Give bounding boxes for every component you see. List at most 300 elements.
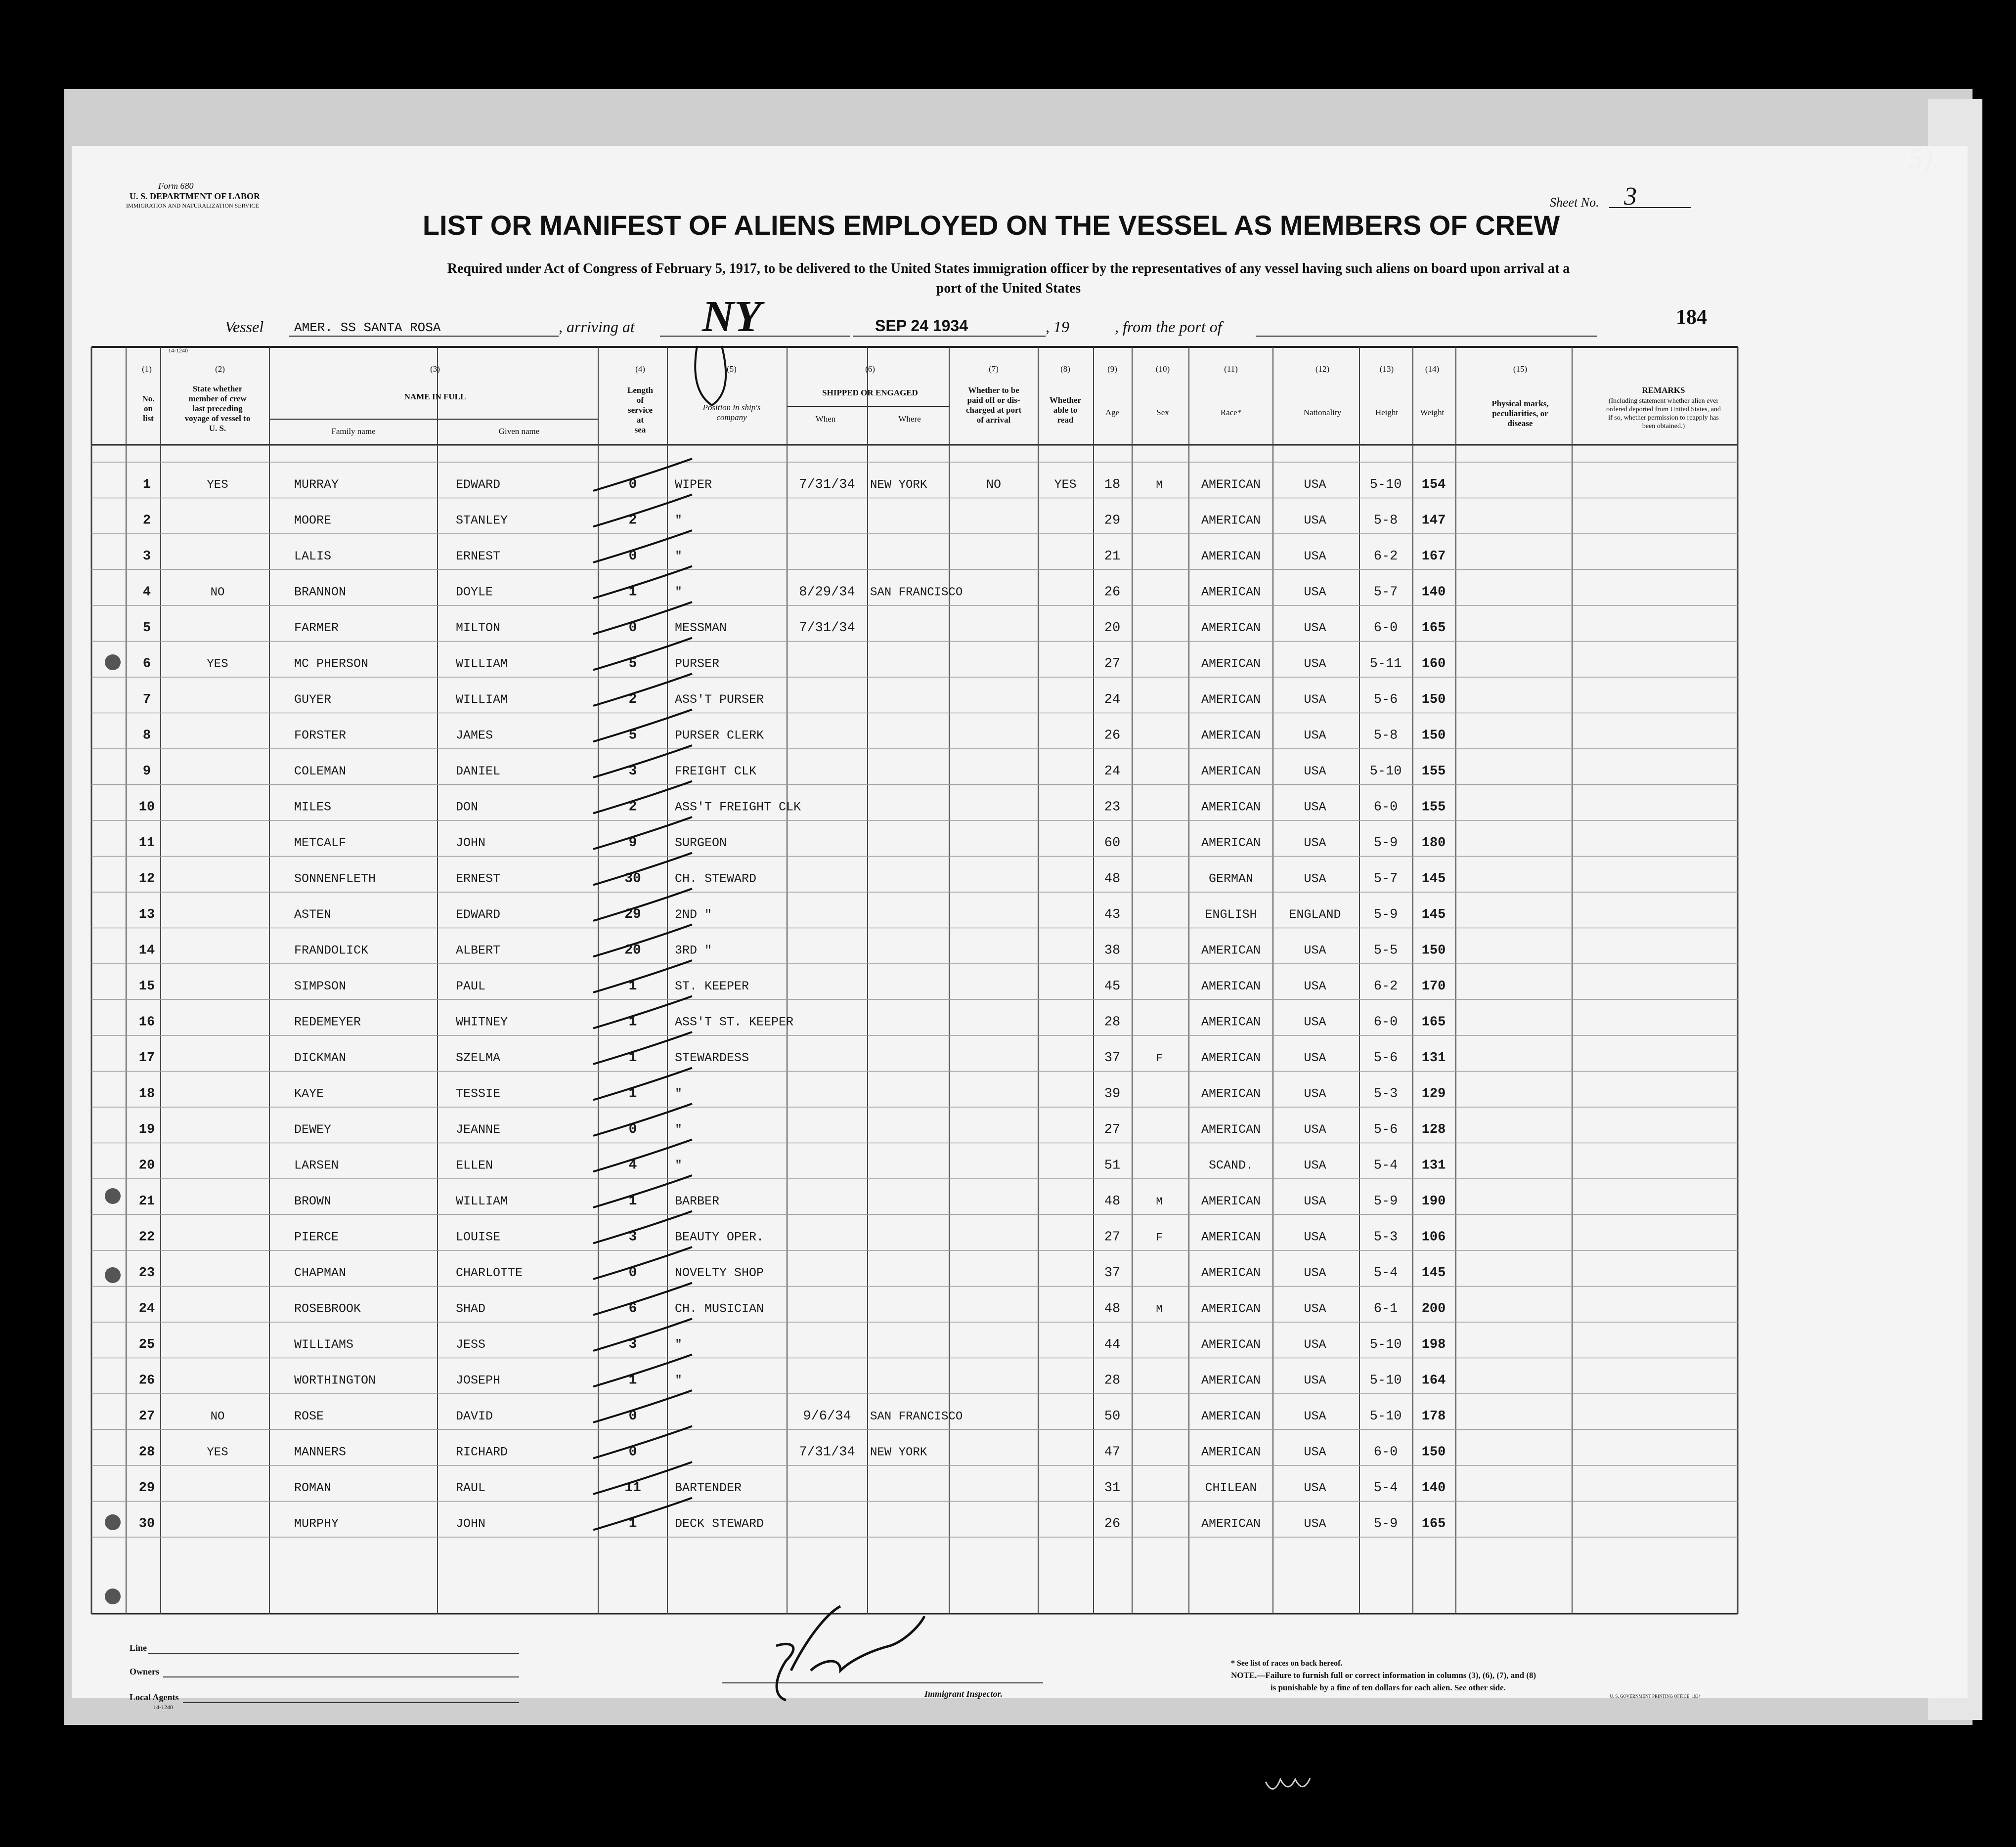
cell-weight: 150 — [1421, 1445, 1446, 1460]
cell-service: 2 — [628, 513, 637, 528]
cell-given: JAMES — [456, 728, 493, 743]
cell-height: 5-4 — [1373, 1266, 1398, 1281]
cell-service: 3 — [628, 764, 637, 779]
cell-service: 0 — [628, 1409, 637, 1424]
cell-race: AMERICAN — [1201, 1051, 1261, 1065]
cell-nat: ENGLAND — [1289, 907, 1341, 922]
cell-family: BRANNON — [294, 585, 347, 600]
cell-when: 7/31/34 — [799, 477, 855, 492]
from-port-label: , from the port of — [1115, 318, 1222, 336]
cell-family: WORTHINGTON — [294, 1373, 376, 1388]
cell-no: 20 — [138, 1158, 155, 1173]
cell-height: 5-9 — [1373, 1516, 1398, 1532]
cell-weight: 154 — [1421, 477, 1446, 492]
cell-weight: 106 — [1421, 1230, 1446, 1245]
cell-service: 1 — [628, 1014, 637, 1030]
cell-position: 2ND " — [675, 907, 712, 922]
cell-when: 9/6/34 — [803, 1409, 851, 1424]
cell-age: 26 — [1104, 728, 1121, 743]
cell-family: LARSEN — [294, 1158, 339, 1173]
cell-family: REDEMEYER — [294, 1015, 361, 1030]
cell-no: 1 — [142, 477, 151, 492]
cell-race: AMERICAN — [1201, 585, 1261, 600]
cell-race: AMERICAN — [1201, 1194, 1261, 1208]
cell-weight: 150 — [1421, 943, 1446, 958]
cell-given: JOHN — [456, 836, 486, 850]
cell-race: AMERICAN — [1201, 1409, 1261, 1423]
cell-race: AMERICAN — [1201, 943, 1261, 958]
cell-age: 43 — [1104, 907, 1121, 922]
col-5-header: Position in ship's company — [702, 403, 761, 422]
cell-weight: 155 — [1421, 800, 1446, 815]
cell-age: 48 — [1104, 871, 1121, 887]
cell-nat: USA — [1304, 1122, 1326, 1137]
cell-position: BARTENDER — [675, 1481, 742, 1495]
cell-position: 3RD " — [675, 943, 712, 958]
cell-family: PIERCE — [294, 1230, 339, 1245]
cell-age: 28 — [1104, 1373, 1121, 1388]
cell-family: ROSE — [294, 1409, 324, 1423]
cell-family: METCALF — [294, 836, 347, 850]
cell-service: 1 — [628, 584, 637, 600]
cell-given: EDWARD — [456, 477, 501, 492]
cell-position: FREIGHT CLK — [675, 764, 757, 778]
cell-age: 45 — [1104, 979, 1121, 994]
cell-no: 19 — [138, 1122, 155, 1137]
cell-service: 0 — [628, 1122, 637, 1137]
margin-scribble — [1266, 1778, 1310, 1789]
agents-label: Local Agents — [130, 1692, 179, 1702]
cell-position: BARBER — [675, 1194, 720, 1208]
cell-weight: 131 — [1421, 1051, 1446, 1066]
subtitle-line-2: port of the United States — [936, 281, 1081, 296]
document-title: LIST OR MANIFEST OF ALIENS EMPLOYED ON THE VESSEL AS MEMBERS OF CREW — [422, 210, 1560, 241]
cell-age: 31 — [1104, 1481, 1121, 1496]
col-15-number: (15) — [1513, 364, 1528, 374]
col-5-number: (5) — [727, 364, 737, 374]
cell-nat: USA — [1304, 549, 1326, 563]
cell-no: 2 — [142, 513, 151, 528]
cell-service: 1 — [628, 1194, 637, 1209]
binder-hole — [105, 1267, 121, 1283]
cell-given: JESS — [456, 1337, 486, 1352]
cell-race: AMERICAN — [1201, 800, 1261, 815]
cell-weight: 200 — [1421, 1301, 1446, 1317]
corner-mark: 5). — [1908, 142, 1940, 174]
cell-service: 6 — [628, 1301, 637, 1317]
cell-nat: USA — [1304, 1015, 1326, 1030]
cell-height: 6-2 — [1373, 979, 1398, 994]
cell-position: NOVELTY SHOP — [675, 1266, 764, 1280]
cell-sex: M — [1156, 1196, 1163, 1208]
col-9-header: Age — [1105, 408, 1120, 417]
cell-position: DECK STEWARD — [675, 1516, 764, 1531]
cell-given: TESSIE — [456, 1086, 501, 1101]
cell-age: 18 — [1104, 477, 1121, 492]
cell-age: 21 — [1104, 549, 1121, 564]
cell-height: 5-10 — [1369, 1373, 1402, 1388]
inspector-label: Immigrant Inspector. — [924, 1689, 1003, 1699]
cell-race: AMERICAN — [1201, 1373, 1261, 1388]
cell-weight: 140 — [1421, 1481, 1446, 1496]
cell-given: DAVID — [456, 1409, 493, 1423]
agents-code: 14-1240 — [153, 1704, 173, 1711]
cell-service: 4 — [628, 1158, 637, 1173]
cell-position: ASS'T PURSER — [675, 692, 764, 707]
cell-position: STEWARDESS — [675, 1051, 749, 1065]
department: U. S. DEPARTMENT OF LABOR — [130, 191, 261, 201]
cell-weight: 180 — [1421, 836, 1446, 851]
col-2-number: (2) — [215, 364, 225, 374]
cell-no: 22 — [138, 1230, 155, 1245]
cell-race: CHILEAN — [1205, 1481, 1257, 1495]
cell-weight: 170 — [1421, 979, 1446, 994]
cell-service: 0 — [628, 549, 637, 564]
cell-family: KAYE — [294, 1086, 324, 1101]
cell-weight: 165 — [1421, 1516, 1446, 1532]
col-11-number: (11) — [1224, 364, 1238, 374]
cell-when: 7/31/34 — [799, 621, 855, 636]
cell-family: GUYER — [294, 692, 332, 707]
col-13-header: Height — [1375, 408, 1399, 417]
cell-service: 1 — [628, 1050, 637, 1066]
cell-no: 15 — [138, 979, 155, 994]
cell-weight: 145 — [1421, 871, 1446, 887]
col-4-header: Length of service at sea — [627, 386, 653, 434]
cell-age: 27 — [1104, 1122, 1121, 1137]
cell-height: 6-0 — [1373, 1445, 1398, 1460]
cell-nat: USA — [1304, 1516, 1326, 1531]
races-note: * See list of races on back hereof. — [1231, 1659, 1343, 1668]
cell-given: DANIEL — [456, 764, 501, 778]
cell-weight: 155 — [1421, 764, 1446, 779]
cell-race: AMERICAN — [1201, 1445, 1261, 1460]
cell-given: ALBERT — [456, 943, 501, 958]
cell-height: 6-2 — [1373, 549, 1398, 564]
cell-service: 5 — [628, 728, 637, 743]
cell-service: 1 — [628, 1516, 637, 1532]
cell-height: 5-6 — [1373, 1051, 1398, 1066]
cell-nat: USA — [1304, 1266, 1326, 1280]
cell-nat: USA — [1304, 1481, 1326, 1495]
cell-weight: 165 — [1421, 621, 1446, 636]
cell-race: AMERICAN — [1201, 979, 1261, 993]
cell-height: 5-10 — [1369, 1409, 1402, 1424]
cell-where: NEW YORK — [870, 478, 927, 492]
cell-age: 27 — [1104, 1230, 1121, 1245]
cell-nat: USA — [1304, 1086, 1326, 1101]
cell-where: SAN FRANCISCO — [870, 1410, 963, 1423]
cell-service: 3 — [628, 1229, 637, 1245]
col-8-header: Whether able to read — [1049, 395, 1082, 425]
cell-when: 7/31/34 — [799, 1445, 855, 1460]
cell-position: " — [675, 1373, 683, 1388]
cell-nat: USA — [1304, 477, 1326, 492]
cell-height: 5-10 — [1369, 477, 1402, 492]
col-3-header: NAME IN FULL — [404, 392, 466, 401]
col-12-number: (12) — [1315, 364, 1330, 374]
cell-position: BEAUTY OPER. — [675, 1230, 764, 1245]
col-1-number: (1) — [142, 364, 152, 374]
cell-height: 5-9 — [1373, 1194, 1398, 1209]
cell-height: 5-6 — [1373, 1122, 1398, 1137]
col-3-number: (3) — [430, 364, 440, 374]
cell-nat: USA — [1304, 871, 1326, 886]
cell-nat: USA — [1304, 764, 1326, 778]
cell-race: AMERICAN — [1201, 1122, 1261, 1137]
cell-no: 11 — [138, 836, 155, 851]
cell-given: LOUISE — [456, 1230, 501, 1245]
cell-sex: F — [1156, 1231, 1163, 1244]
page-number: 184 — [1676, 306, 1707, 329]
cell-given: SHAD — [456, 1301, 486, 1316]
cell-no: 10 — [138, 800, 155, 815]
cell-when: 8/29/34 — [799, 585, 855, 600]
cell-no: 28 — [138, 1445, 155, 1460]
cell-no: 16 — [138, 1015, 155, 1030]
cell-age: 26 — [1104, 585, 1121, 600]
cell-family: ASTEN — [294, 907, 332, 922]
cell-race: AMERICAN — [1201, 477, 1261, 492]
cell-position: " — [675, 1086, 683, 1101]
col-4-number: (4) — [635, 364, 645, 374]
cell-read: YES — [1054, 477, 1077, 492]
arrival-port: NY — [702, 292, 761, 341]
cell-age: 26 — [1104, 1516, 1121, 1532]
cell-service: 0 — [628, 1444, 637, 1460]
cell-position: " — [675, 1122, 683, 1137]
cell-family: WILLIAMS — [294, 1337, 354, 1352]
col-6-header: SHIPPED OR ENGAGED — [822, 388, 918, 397]
cell-race: AMERICAN — [1201, 656, 1261, 671]
cell-age: 48 — [1104, 1301, 1121, 1317]
cell-weight: 165 — [1421, 1015, 1446, 1030]
cell-no: 14 — [138, 943, 155, 958]
cell-race: AMERICAN — [1201, 692, 1261, 707]
cell-family: MOORE — [294, 513, 332, 528]
col-15-header: Physical marks, peculiarities, or disease — [1491, 399, 1549, 428]
cell-given: ERNEST — [456, 549, 501, 563]
cell-service: 5 — [628, 656, 637, 672]
cell-family: SIMPSON — [294, 979, 347, 993]
cell-paid: NO — [986, 477, 1002, 492]
col-7-number: (7) — [989, 364, 999, 374]
cell-family: MC PHERSON — [294, 656, 369, 671]
cell-height: 5-9 — [1373, 907, 1398, 922]
cell-weight: 145 — [1421, 907, 1446, 922]
cell-race: AMERICAN — [1201, 1337, 1261, 1352]
cell-nat: USA — [1304, 1230, 1326, 1245]
cell-given: JEANNE — [456, 1122, 501, 1137]
cell-race: AMERICAN — [1201, 1266, 1261, 1280]
col-1-header: No. on list — [142, 394, 155, 423]
cell-position: WIPER — [675, 477, 712, 492]
cell-given: ERNEST — [456, 871, 501, 886]
col-10-header: Sex — [1156, 408, 1169, 417]
col-9-number: (9) — [1107, 364, 1117, 374]
cell-height: 5-11 — [1369, 656, 1402, 672]
cell-weight: 164 — [1421, 1373, 1446, 1388]
col-14-number: (14) — [1425, 364, 1440, 374]
cell-position: CH. MUSICIAN — [675, 1301, 764, 1316]
col-10-number: (10) — [1155, 364, 1170, 374]
cell-race: AMERICAN — [1201, 1301, 1261, 1316]
penalty-note-2: is punishable by a fine of ten dollars for each alien. See other side. — [1271, 1683, 1506, 1692]
cell-where: NEW YORK — [870, 1446, 927, 1460]
corner-code: 14-1240 — [168, 347, 188, 354]
cell-given: SZELMA — [456, 1051, 501, 1065]
cell-no: 4 — [142, 585, 151, 600]
cell-no: 12 — [138, 871, 155, 887]
cell-height: 5-4 — [1373, 1158, 1398, 1173]
cell-no: 8 — [142, 728, 151, 743]
cell-race: AMERICAN — [1201, 1230, 1261, 1245]
cell-family: BROWN — [294, 1194, 332, 1208]
cell-race: AMERICAN — [1201, 549, 1261, 563]
cell-height: 5-8 — [1373, 728, 1398, 743]
cell-nat: USA — [1304, 1445, 1326, 1460]
cell-position: SURGEON — [675, 836, 727, 850]
cell-nat: USA — [1304, 692, 1326, 707]
cell-no: 18 — [138, 1086, 155, 1102]
col-2-header: State whether member of crew last preceding voyage of vessel to U. S. — [184, 384, 251, 433]
cell-race: AMERICAN — [1201, 836, 1261, 850]
cell-family: LALIS — [294, 549, 332, 563]
cell-nat: USA — [1304, 979, 1326, 993]
cell-position: " — [675, 1337, 683, 1352]
cell-weight: 167 — [1421, 549, 1446, 564]
cell-weight: 150 — [1421, 692, 1446, 707]
cell-given: WILLIAM — [456, 1194, 508, 1208]
col-16-header: REMARKS — [1642, 386, 1685, 395]
cell-family: FORSTER — [294, 728, 347, 743]
cell-no: 21 — [138, 1194, 155, 1209]
cell-no: 27 — [138, 1409, 155, 1424]
cell-nat: USA — [1304, 1337, 1326, 1352]
cell-race: SCAND. — [1208, 1158, 1254, 1173]
cell-weight: 150 — [1421, 728, 1446, 743]
cell-weight: 145 — [1421, 1266, 1446, 1281]
col-6b-header: Where — [898, 414, 921, 424]
cell-family: DEWEY — [294, 1122, 332, 1137]
cell-height: 5-5 — [1373, 943, 1398, 958]
cell-position: MESSMAN — [675, 621, 727, 635]
cell-race: AMERICAN — [1201, 1086, 1261, 1101]
cell-nat: USA — [1304, 836, 1326, 850]
cell-age: 23 — [1104, 800, 1121, 815]
col-7-header: Whether to be paid off or dis-charged at port of arrival — [965, 386, 1022, 425]
cell-race: ENGLISH — [1205, 907, 1257, 922]
cell-nat: USA — [1304, 1051, 1326, 1065]
cell-where: SAN FRANCISCO — [870, 586, 963, 600]
cell-height: 5-10 — [1369, 764, 1402, 779]
cell-height: 6-1 — [1373, 1301, 1398, 1317]
cell-no: 13 — [138, 907, 155, 922]
cell-service: 29 — [624, 907, 641, 922]
cell-prev: NO — [210, 1410, 225, 1423]
cell-weight: 190 — [1421, 1194, 1446, 1209]
cell-no: 17 — [138, 1051, 155, 1066]
cell-height: 5-7 — [1373, 871, 1398, 887]
cell-given: DON — [456, 800, 479, 815]
cell-service: 1 — [628, 979, 637, 994]
cell-race: AMERICAN — [1201, 621, 1261, 635]
col-13-number: (13) — [1379, 364, 1394, 374]
cell-height: 5-7 — [1373, 585, 1398, 600]
cell-weight: 131 — [1421, 1158, 1446, 1173]
col-8-number: (8) — [1060, 364, 1070, 374]
cell-family: FRANDOLICK — [294, 943, 369, 958]
cell-age: 24 — [1104, 692, 1121, 707]
cell-position: PURSER — [675, 656, 720, 671]
cell-nat: USA — [1304, 585, 1326, 600]
cell-service: 0 — [628, 620, 637, 636]
cell-prev: YES — [207, 657, 228, 671]
cell-weight: 160 — [1421, 656, 1446, 672]
cell-nat: USA — [1304, 1301, 1326, 1316]
col-6-number: (6) — [865, 364, 875, 374]
cell-weight: 129 — [1421, 1086, 1446, 1102]
binder-hole — [105, 1514, 121, 1530]
cell-nat: USA — [1304, 513, 1326, 528]
cell-service: 1 — [628, 1373, 637, 1388]
cell-race: AMERICAN — [1201, 1516, 1261, 1531]
cell-age: 28 — [1104, 1015, 1121, 1030]
cell-race: AMERICAN — [1201, 513, 1261, 528]
cell-nat: USA — [1304, 621, 1326, 635]
cell-age: 24 — [1104, 764, 1121, 779]
cell-family: SONNENFLETH — [294, 871, 376, 886]
cell-no: 5 — [142, 621, 151, 636]
year-label: , 19 — [1046, 318, 1069, 336]
cell-height: 5-4 — [1373, 1481, 1398, 1496]
cell-no: 30 — [138, 1516, 155, 1532]
col-3a-header: Family name — [331, 427, 376, 436]
cell-given: ELLEN — [456, 1158, 493, 1173]
vessel-label: Vessel — [225, 318, 264, 336]
cell-height: 5-6 — [1373, 692, 1398, 707]
cell-sex: M — [1156, 479, 1163, 491]
cell-family: MANNERS — [294, 1445, 347, 1460]
col-11-header: Race* — [1220, 408, 1242, 417]
cell-nat: USA — [1304, 1373, 1326, 1388]
cell-height: 6-0 — [1373, 800, 1398, 815]
cell-height: 5-3 — [1373, 1230, 1398, 1245]
cell-no: 9 — [142, 764, 151, 779]
cell-weight: 140 — [1421, 585, 1446, 600]
col-16-note: (Including statement whether alien ever ordered deported from United States, and if so, whether permission to reapply has been obtained.) — [1606, 397, 1721, 430]
cell-height: 5-8 — [1373, 513, 1398, 528]
printing-office: U. S. GOVERNMENT PRINTING OFFICE: 1934 — [1610, 1694, 1701, 1699]
cell-position: " — [675, 585, 683, 600]
binder-hole — [105, 654, 121, 670]
cell-family: MURPHY — [294, 1516, 339, 1531]
cell-given: EDWARD — [456, 907, 501, 922]
cell-family: MILES — [294, 800, 332, 815]
cell-age: 50 — [1104, 1409, 1121, 1424]
cell-prev: YES — [207, 1446, 228, 1460]
cell-family: FARMER — [294, 621, 339, 635]
cell-given: RICHARD — [456, 1445, 508, 1460]
cell-given: JOHN — [456, 1516, 486, 1531]
cell-nat: USA — [1304, 943, 1326, 958]
table-row — [139, 1015, 1446, 1030]
cell-age: 38 — [1104, 943, 1121, 958]
cell-family: MURRAY — [294, 477, 339, 492]
cell-family: DICKMAN — [294, 1051, 347, 1065]
cell-given: MILTON — [456, 621, 501, 635]
cell-age: 51 — [1104, 1158, 1121, 1173]
